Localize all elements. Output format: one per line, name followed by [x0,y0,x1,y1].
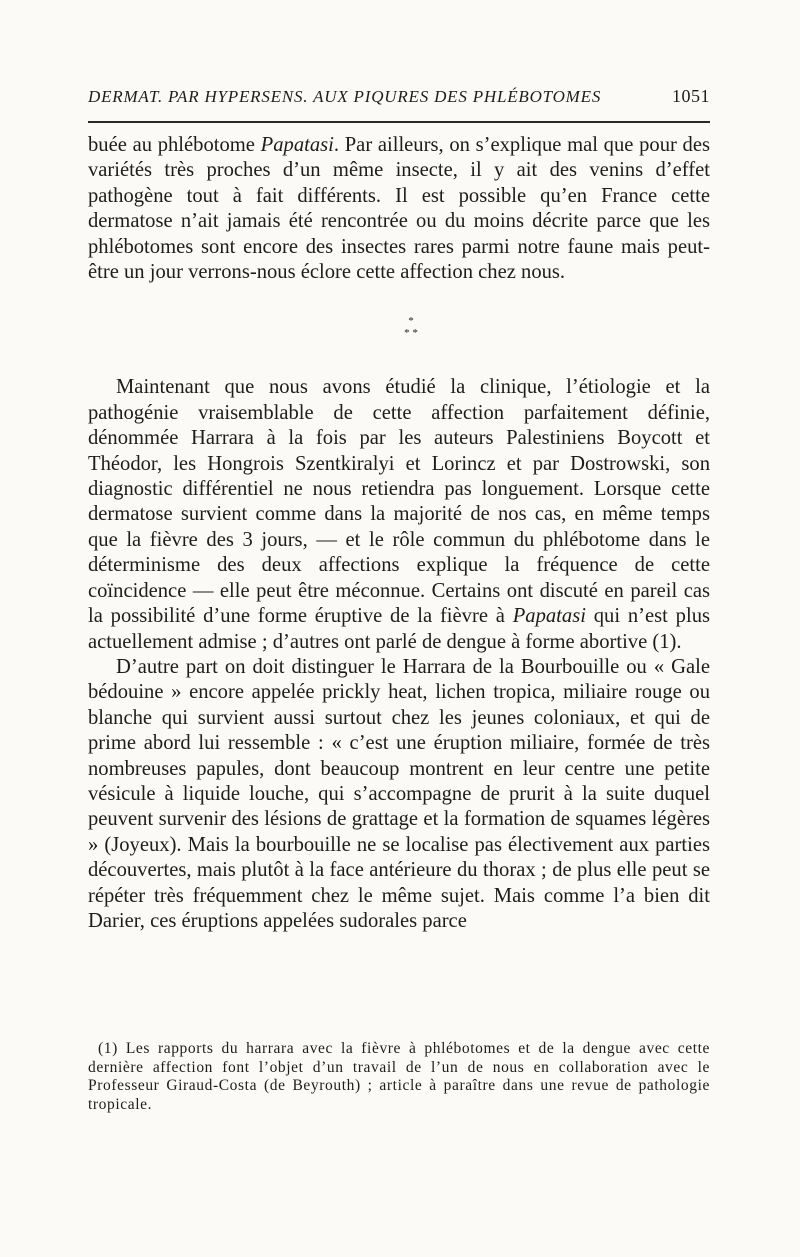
asterism-bottom: * * [404,327,418,340]
italic-species-name: Papatasi [260,134,334,156]
header-rule [88,121,710,123]
paragraph-text: Maintenant que nous avons étudié la clinique, l’étiologie et la pathogénie vraisemblable de cette affection parfaitement définie, dénommée Harrara à la fois par les auteurs Palestiniens Boycott et Théodor, les Hongrois Szentkiralyi et Lorincz et par Dostrowski, son diagnostic différentiel ne nous retiendra pas longuement. Lorsque cette dermatose survient comme dans la majorité de nos cas, en même temps que la fièvre des 3 jours, — et le rôle commun du phlébotome dans le déterminisme des deux affections explique la fréquence de cette coïncidence — elle peut être méconnue. Certains ont discuté en pareil cas la possibilité d’une forme éruptive de la fièvre à [88,376,710,628]
italic-species-name: Papatasi [512,605,586,628]
paragraph-text: . Par ailleurs, on s’explique mal que pour des variétés très proches d’un même insecte, il y ait des venins d’effet pathogène tout à fait différents. Il est possible qu’en France cette dermatose n’ait jamais été rencontrée ou du moins décrite parce que les phlébotomes sont encore des insectes rares parmi notre faune mais peut-être un jour verrons-nous éclore cette affection chez nous. [88,134,710,284]
asterism-top: * [408,315,414,328]
running-header [88,86,710,107]
paragraph-text: qui n’est plus actuellement admise ; d’autres ont parlé de dengue à forme abortive (1). [88,605,711,653]
main-text [88,133,710,934]
paragraph-bourbouille: D’autre part on doit distinguer le Harrara de la Bourbouille ou « Gale bédouine » encore appelée prickly heat, lichen tropica, miliaire rouge ou blanche qui survient aussi surtout chez les jeunes coloniaux, et qui de prime abord lui ressemble : « c’est une éruption miliaire, formée de très nombreuses papules, dont beaucoup montrent en leur centre une petite vésicule à liquide louche, qui s’accompagne de prurit à la suite duquel peuvent survenir des lésions de grattage et la formation de squames légères » (Joyeux). Mais la bourbouille ne se localise pas électivement aux parties découvertes, mais plutôt à la face antérieure du thorax ; de plus elle peut se répéter très fréquemment chez le même sujet. Mais comme l’a bien dit Darier, ces éruptions appelées sudorales parce [88,655,710,932]
footnote-text: (1) Les rapports du harrara avec la fièvre à phlébotomes et de la dengue avec cette dernière affection font l’objet d’un travail de l’un de nous en collaboration avec le Professeur Giraud-Costa (de Beyrouth) ; article à paraître dans une revue de pathologie tropicale. [88,1040,710,1113]
section-asterism [88,315,710,339]
paragraph-text: buée au phlébotome [88,134,261,156]
running-title: DERMAT. PAR HYPERSENS. AUX PIQURES DES PHLÉBOTOMES [88,87,602,106]
page-number: 1051 [672,86,710,106]
paragraph-continuation [88,133,710,285]
footnote [88,1040,710,1114]
paragraph-diagnosis [88,375,710,654]
